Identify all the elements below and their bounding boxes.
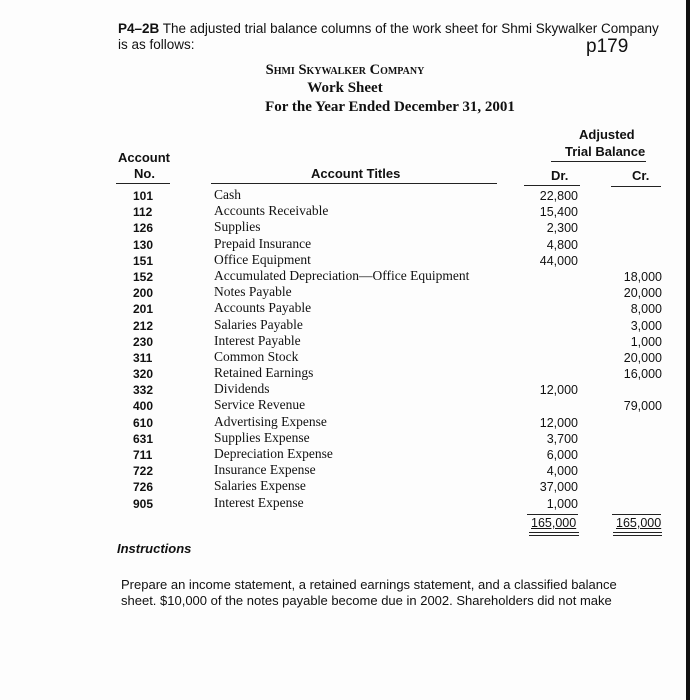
account-cr-cell: 8,000 bbox=[630, 302, 662, 317]
account-dr-cell: 3,700 bbox=[546, 431, 578, 446]
account-dr-cell bbox=[520, 301, 578, 317]
account-title-cell: Notes Payable bbox=[214, 284, 292, 300]
account-no-cell: 311 bbox=[133, 350, 153, 365]
credit-double-rule-2 bbox=[613, 535, 662, 536]
account-no-cell: 400 bbox=[133, 399, 154, 414]
adjusted-header-line1: Adjusted bbox=[579, 127, 635, 142]
account-no-cell: 711 bbox=[133, 448, 153, 462]
problem-text: The adjusted trial balance columns of the work sheet for Shmi Skywalker Company is as follows: bbox=[118, 21, 659, 52]
account-dr-cell: 1,000 bbox=[546, 496, 578, 511]
account-no-cell: 112 bbox=[133, 205, 153, 220]
account-no-cell: 905 bbox=[133, 496, 154, 511]
account-no-cell: 130 bbox=[133, 237, 154, 252]
account-no-cell: 151 bbox=[133, 253, 154, 268]
problem-number: P4–2B bbox=[118, 21, 160, 36]
instructions-text: Prepare an income statement, a retained earnings statement, and a classified balance sheet. $10,000 of the notes payable become due in 2002. Shareholders did not make bbox=[121, 577, 617, 608]
account-title-cell: Accounts Payable bbox=[214, 300, 312, 316]
account-title-column bbox=[214, 187, 469, 511]
account-cr-cell bbox=[600, 220, 662, 236]
account-title-cell: Advertising Expense bbox=[214, 413, 327, 429]
account-no-cell: 152 bbox=[133, 269, 154, 284]
adjusted-header-rule bbox=[551, 161, 646, 162]
account-title-cell: Retained Earnings bbox=[214, 365, 314, 381]
account-cr-cell bbox=[600, 479, 662, 495]
adjusted-header-line2: Trial Balance bbox=[565, 144, 646, 159]
account-cr-cell bbox=[600, 415, 662, 431]
account-header-line2: No. bbox=[134, 166, 155, 181]
company-name: Shmi Skywalker Company bbox=[265, 62, 425, 78]
credit-column bbox=[600, 188, 662, 512]
account-title-cell: Common Stock bbox=[214, 348, 299, 364]
account-no-cell: 201 bbox=[133, 302, 154, 317]
account-cr-cell: 20,000 bbox=[623, 350, 662, 365]
account-title-cell: Prepaid Insurance bbox=[214, 235, 312, 251]
debit-rule bbox=[524, 185, 580, 186]
account-dr-cell bbox=[520, 318, 578, 334]
credit-total-rule bbox=[612, 514, 661, 515]
account-no-cell: 101 bbox=[133, 189, 154, 203]
account-no-cell: 631 bbox=[133, 431, 154, 446]
account-cr-cell: 3,000 bbox=[630, 318, 662, 333]
account-dr-cell: 12,000 bbox=[539, 415, 578, 430]
account-title-cell: Insurance Expense bbox=[214, 462, 316, 478]
account-title-cell: Cash bbox=[214, 187, 241, 202]
account-dr-cell: 22,800 bbox=[539, 189, 578, 203]
worksheet-period: For the Year Ended December 31, 2001 bbox=[265, 99, 515, 115]
account-no-cell: 726 bbox=[133, 480, 154, 495]
account-dr-cell: 6,000 bbox=[546, 448, 578, 462]
account-cr-cell bbox=[600, 253, 662, 269]
account-dr-cell bbox=[520, 285, 578, 301]
account-no-cell: 126 bbox=[133, 221, 154, 236]
account-title-cell: Depreciation Expense bbox=[214, 446, 333, 461]
debit-total: 165,000 bbox=[531, 516, 577, 530]
account-title-cell: Interest Payable bbox=[214, 332, 301, 348]
account-no-cell: 212 bbox=[133, 318, 154, 333]
account-no-cell: 230 bbox=[133, 334, 154, 349]
account-dr-cell bbox=[520, 366, 578, 382]
account-title-cell: Supplies bbox=[214, 219, 261, 235]
account-cr-cell: 16,000 bbox=[623, 367, 662, 382]
account-dr-cell bbox=[520, 398, 578, 414]
account-cr-cell: 18,000 bbox=[623, 269, 662, 284]
debit-double-rule-2 bbox=[529, 535, 579, 536]
account-dr-cell bbox=[520, 350, 578, 366]
credit-rule bbox=[611, 186, 661, 187]
account-dr-cell: 12,000 bbox=[539, 383, 578, 398]
handwritten-page-note: p179 bbox=[586, 36, 629, 57]
account-cr-cell bbox=[600, 204, 662, 220]
account-title-cell: Salaries Expense bbox=[214, 478, 306, 494]
account-title-cell: Dividends bbox=[214, 381, 270, 397]
account-cr-cell bbox=[600, 188, 662, 204]
account-no-cell: 722 bbox=[133, 464, 154, 479]
account-title-cell: Service Revenue bbox=[214, 397, 306, 413]
worksheet-title: Work Sheet bbox=[307, 80, 383, 96]
account-no-rule bbox=[116, 183, 170, 184]
account-cr-cell: 79,000 bbox=[623, 399, 662, 414]
account-title-cell: Interest Expense bbox=[214, 494, 304, 510]
account-header-line1: Account bbox=[118, 150, 170, 165]
account-title-cell: Accumulated Depreciation—Office Equipment bbox=[214, 267, 470, 283]
debit-column bbox=[520, 188, 578, 512]
account-cr-cell bbox=[600, 447, 662, 463]
credit-header: Cr. bbox=[632, 168, 650, 183]
credit-double-rule-1 bbox=[613, 532, 662, 533]
account-cr-cell: 1,000 bbox=[630, 334, 662, 349]
account-dr-cell: 4,800 bbox=[546, 237, 578, 252]
account-dr-cell: 37,000 bbox=[539, 480, 578, 495]
account-title-cell: Office Equipment bbox=[214, 251, 311, 267]
debit-total-rule bbox=[527, 514, 578, 515]
titles-rule bbox=[211, 183, 497, 184]
account-cr-cell: 20,000 bbox=[623, 286, 662, 301]
account-title-cell: Supplies Expense bbox=[214, 429, 310, 445]
account-no-cell: 200 bbox=[133, 286, 154, 301]
account-cr-cell bbox=[600, 382, 662, 398]
debit-double-rule-1 bbox=[529, 532, 579, 533]
account-dr-cell: 44,000 bbox=[539, 253, 578, 268]
credit-total: 165,000 bbox=[616, 516, 662, 530]
account-cr-cell bbox=[600, 431, 662, 447]
account-cr-cell bbox=[600, 237, 662, 253]
account-number-column bbox=[133, 188, 163, 512]
account-cr-cell bbox=[600, 463, 662, 479]
account-no-cell: 332 bbox=[133, 383, 154, 398]
account-title-cell: Accounts Receivable bbox=[214, 203, 329, 219]
account-cr-cell bbox=[600, 496, 662, 512]
account-dr-cell bbox=[520, 334, 578, 350]
account-title-cell: Salaries Payable bbox=[214, 316, 303, 332]
account-dr-cell bbox=[520, 269, 578, 285]
account-dr-cell: 15,400 bbox=[539, 205, 578, 220]
account-titles-header: Account Titles bbox=[311, 166, 401, 181]
instructions-label: Instructions bbox=[117, 541, 192, 556]
account-no-cell: 610 bbox=[133, 415, 154, 430]
account-no-cell: 320 bbox=[133, 367, 154, 382]
debit-header: Dr. bbox=[551, 168, 569, 183]
account-dr-cell: 2,300 bbox=[546, 221, 578, 236]
account-dr-cell: 4,000 bbox=[546, 464, 578, 479]
